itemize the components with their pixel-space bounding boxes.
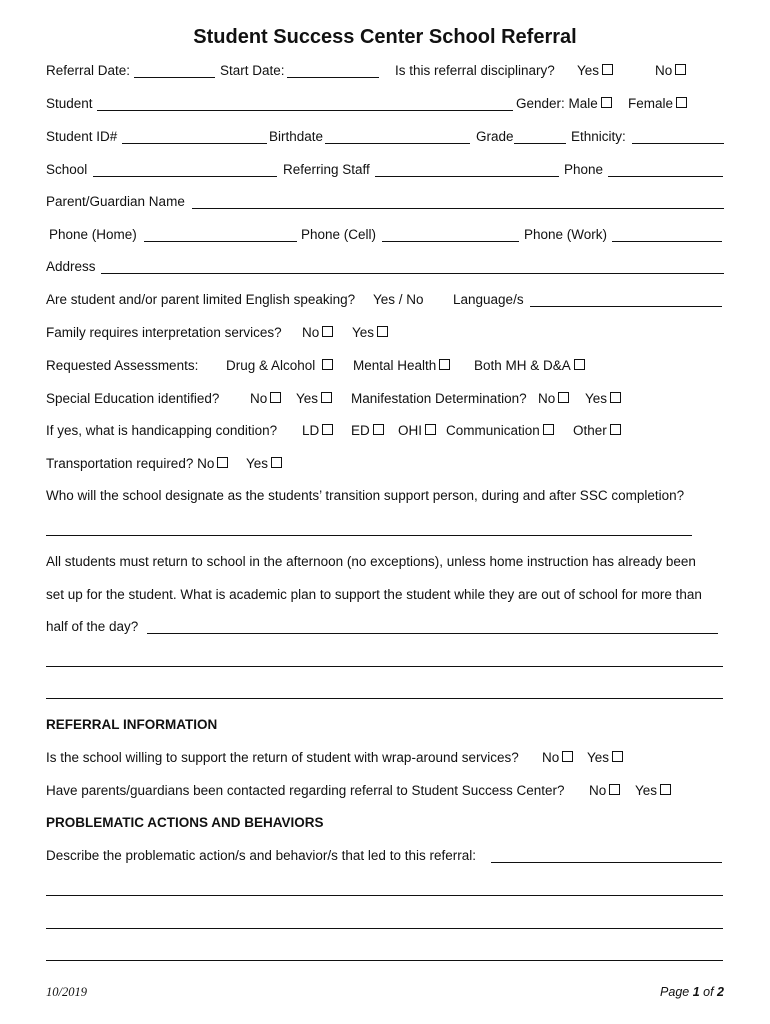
- ed-option[interactable]: [351, 423, 384, 439]
- manifestation-yes-option[interactable]: [585, 391, 621, 407]
- both-mh-da-option[interactable]: [474, 358, 585, 374]
- phone-home-field[interactable]: [144, 241, 297, 242]
- referral-information-heading: REFERRAL INFORMATION: [46, 717, 218, 732]
- phone-work-field[interactable]: [612, 241, 722, 242]
- communication-checkbox[interactable]: [543, 424, 554, 435]
- address-field[interactable]: [101, 273, 724, 274]
- transportation-yes-checkbox[interactable]: [271, 457, 282, 468]
- manifestation-yes-checkbox[interactable]: [610, 392, 621, 403]
- gender-female-option[interactable]: [628, 96, 687, 112]
- interpretation-no-option[interactable]: [302, 325, 333, 341]
- ed-label: ED: [351, 423, 370, 438]
- disciplinary-no-label: No: [655, 63, 673, 78]
- describe-problem-label: Describe the problematic action/s and behavior/s that led to this referral:: [46, 848, 476, 863]
- ethnicity-label: Ethnicity:: [571, 129, 626, 144]
- wraparound-no-label: No: [542, 750, 560, 765]
- interpretation-no-checkbox[interactable]: [322, 326, 333, 337]
- communication-label: Communication: [446, 423, 540, 438]
- academic-text-line3: half of the day?: [46, 619, 139, 634]
- phone-field[interactable]: [608, 176, 723, 177]
- mental-health-option[interactable]: [353, 358, 450, 374]
- footer-revision-date: 10/2019: [46, 985, 87, 999]
- limited-english-yes-no[interactable]: Yes / No: [373, 292, 424, 307]
- birthdate-label: Birthdate: [269, 129, 324, 144]
- parents-contacted-yes-checkbox[interactable]: [660, 784, 671, 795]
- grade-label: Grade: [476, 129, 514, 144]
- disciplinary-question: Is this referral disciplinary?: [395, 63, 555, 78]
- disciplinary-no-option[interactable]: [655, 63, 686, 79]
- other-option[interactable]: [573, 423, 621, 439]
- describe-problem-field-4[interactable]: [46, 960, 723, 961]
- page-prefix: Page: [660, 985, 693, 999]
- drug-alcohol-option[interactable]: [226, 358, 333, 374]
- ld-checkbox[interactable]: [322, 424, 333, 435]
- both-mh-da-checkbox[interactable]: [574, 359, 585, 370]
- transportation-no-option[interactable]: [46, 456, 228, 472]
- manifestation-no-checkbox[interactable]: [558, 392, 569, 403]
- school-label: School: [46, 162, 88, 177]
- wraparound-no-checkbox[interactable]: [562, 751, 573, 762]
- both-mh-da-label: Both MH & D&A: [474, 358, 571, 373]
- disciplinary-yes-checkbox[interactable]: [602, 64, 613, 75]
- footer-page-number: [660, 984, 724, 1000]
- sped-no-label: No: [250, 391, 268, 406]
- describe-problem-field-2[interactable]: [46, 895, 723, 896]
- page-total: 2: [717, 985, 724, 999]
- parents-contacted-yes-option[interactable]: [635, 783, 671, 799]
- sped-no-option[interactable]: [250, 391, 281, 407]
- interpretation-yes-checkbox[interactable]: [377, 326, 388, 337]
- transition-support-field[interactable]: [46, 535, 692, 536]
- parent-guardian-field[interactable]: [192, 208, 724, 209]
- manifestation-no-option[interactable]: [538, 391, 569, 407]
- academic-text-line2: set up for the student. What is academic plan to support the student while they are out of school for more than: [46, 587, 702, 602]
- referring-staff-label: Referring Staff: [283, 162, 370, 177]
- ohi-checkbox[interactable]: [425, 424, 436, 435]
- special-education-question: Special Education identified?: [46, 391, 220, 406]
- gender-male-option[interactable]: [516, 96, 612, 112]
- wraparound-question: Is the school willing to support the return of student with wrap-around services?: [46, 750, 519, 765]
- referral-date-label: Referral Date:: [46, 63, 131, 78]
- address-label: Address: [46, 259, 96, 274]
- transportation-yes-option[interactable]: [246, 456, 282, 472]
- transition-support-question: Who will the school designate as the students’ transition support person, during and after SSC completion?: [46, 488, 685, 503]
- wraparound-yes-label: Yes: [587, 750, 610, 765]
- language-label: Language/s: [453, 292, 524, 307]
- phone-home-label: Phone (Home): [49, 227, 137, 242]
- transportation-no-checkbox[interactable]: [217, 457, 228, 468]
- describe-problem-field-1[interactable]: [491, 862, 722, 863]
- ohi-option[interactable]: [398, 423, 436, 439]
- grade-field[interactable]: [514, 143, 566, 144]
- manifestation-yes-label: Yes: [585, 391, 608, 406]
- parents-contacted-no-checkbox[interactable]: [609, 784, 620, 795]
- ohi-label: OHI: [398, 423, 423, 438]
- start-date-field[interactable]: [287, 77, 379, 78]
- wraparound-yes-checkbox[interactable]: [612, 751, 623, 762]
- disciplinary-no-checkbox[interactable]: [675, 64, 686, 75]
- page-of: of: [699, 985, 718, 999]
- birthdate-field[interactable]: [325, 143, 470, 144]
- sped-yes-label: Yes: [296, 391, 319, 406]
- parent-guardian-label: Parent/Guardian Name: [46, 194, 185, 209]
- student-id-label: Student ID#: [46, 129, 118, 144]
- academic-text-line1: All students must return to school in the afternoon (no exceptions), unless home instruction has already been: [46, 554, 696, 569]
- manifestation-no-label: No: [538, 391, 556, 406]
- handicapping-question: If yes, what is handicapping condition?: [46, 423, 278, 438]
- academic-plan-field-2[interactable]: [46, 666, 723, 667]
- phone-label: Phone: [564, 162, 604, 177]
- interpretation-yes-label: Yes: [352, 325, 375, 340]
- academic-plan-field-3[interactable]: [46, 698, 723, 699]
- parents-contacted-no-label: No: [589, 783, 607, 798]
- parents-contacted-yes-label: Yes: [635, 783, 658, 798]
- sped-no-checkbox[interactable]: [270, 392, 281, 403]
- ed-checkbox[interactable]: [373, 424, 384, 435]
- ethnicity-field[interactable]: [632, 143, 724, 144]
- school-field[interactable]: [93, 176, 277, 177]
- parents-contacted-question: Have parents/guardians been contacted regarding referral to Student Success Center?: [46, 783, 565, 798]
- mental-health-checkbox[interactable]: [439, 359, 450, 370]
- disciplinary-yes-label: Yes: [577, 63, 600, 78]
- other-label: Other: [573, 423, 607, 438]
- gender-female-label: Female: [628, 96, 674, 111]
- gender-male-checkbox[interactable]: [601, 97, 612, 108]
- referral-date-field[interactable]: [134, 77, 215, 78]
- wraparound-no-option[interactable]: [542, 750, 573, 766]
- referring-staff-field[interactable]: [375, 176, 559, 177]
- phone-cell-field[interactable]: [382, 241, 519, 242]
- gender-female-checkbox[interactable]: [676, 97, 687, 108]
- describe-problem-field-3[interactable]: [46, 928, 723, 929]
- student-label: Student: [46, 96, 93, 111]
- interpretation-question: Family requires interpretation services?: [46, 325, 282, 340]
- academic-plan-field-1[interactable]: [147, 633, 718, 634]
- disciplinary-yes-option[interactable]: [577, 63, 613, 79]
- interpretation-no-label: No: [302, 325, 320, 340]
- form-title: Student Success Center School Referral: [193, 26, 577, 48]
- drug-alcohol-checkbox[interactable]: [322, 359, 333, 370]
- parents-contacted-no-option[interactable]: [589, 783, 620, 799]
- phone-cell-label: Phone (Cell): [301, 227, 377, 242]
- ld-label: LD: [302, 423, 320, 438]
- drug-alcohol-label: Drug & Alcohol: [226, 358, 316, 373]
- start-date-label: Start Date:: [220, 63, 285, 78]
- student-name-field[interactable]: [97, 110, 513, 111]
- sped-yes-checkbox[interactable]: [321, 392, 332, 403]
- phone-work-label: Phone (Work): [524, 227, 608, 242]
- language-field[interactable]: [530, 306, 722, 307]
- page-current: 1: [692, 985, 700, 999]
- wraparound-yes-option[interactable]: [587, 750, 623, 766]
- ld-option[interactable]: [302, 423, 333, 439]
- transportation-yes-label: Yes: [246, 456, 269, 471]
- problematic-actions-heading: PROBLEMATIC ACTIONS AND BEHAVIORS: [46, 815, 324, 830]
- student-id-field[interactable]: [122, 143, 267, 144]
- manifestation-question: Manifestation Determination?: [351, 391, 527, 406]
- transportation-question: Transportation required? No: [46, 456, 215, 471]
- interpretation-yes-option[interactable]: [352, 325, 388, 341]
- limited-english-question: Are student and/or parent limited English speaking?: [46, 292, 356, 307]
- sped-yes-option[interactable]: [296, 391, 332, 407]
- communication-option[interactable]: [446, 423, 554, 439]
- requested-assessments-label: Requested Assessments:: [46, 358, 199, 373]
- mental-health-label: Mental Health: [353, 358, 437, 373]
- gender-male-label: Gender: Male: [516, 96, 598, 111]
- other-checkbox[interactable]: [610, 424, 621, 435]
